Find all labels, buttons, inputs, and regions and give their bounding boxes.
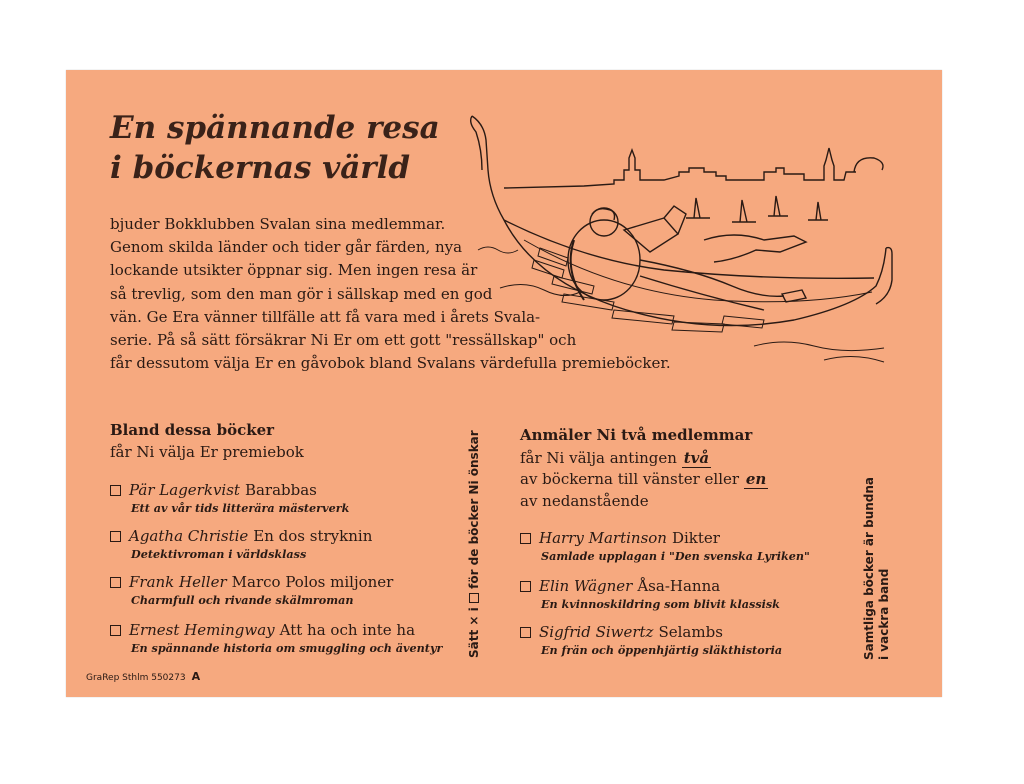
intro-line: får dessutom välja Er en gåvobok bland Svalans värdefulla premieböcker. [110,354,671,373]
right-line-1 [520,449,711,467]
book-description: Ett av vår tids litterära mästerverk [131,501,350,515]
book-author: Frank Heller [129,573,227,591]
checkbox[interactable] [110,531,121,542]
book-option[interactable] [520,576,780,612]
book-description: Detektivroman i världsklass [131,547,307,561]
book-title: En dos stryknin [253,527,373,545]
checkbox[interactable] [520,533,531,544]
checkbox[interactable] [110,485,121,496]
book-description: En spännande historia om smuggling och äventyr [131,641,443,655]
flyer-card [66,70,942,697]
book-option[interactable] [110,526,372,562]
book-author: Elin Wägner [539,577,633,595]
printer-letter: A [191,670,201,683]
title-line-1: En spännande resa [110,110,440,146]
intro-line: vän. Ge Era vänner tillfälle att få vara med i årets Svala- [110,307,541,326]
left-column-heading: Bland dessa böcker [110,421,275,439]
book-author: Agatha Christie [129,527,249,545]
checkbox[interactable] [520,581,531,592]
book-title: Barabbas [244,481,317,499]
book-option[interactable] [520,622,782,658]
book-title: Åsa-Hanna [637,577,721,595]
line-text: får Ni välja antingen [520,449,677,467]
instruction-after: för de böcker Ni önskar [467,430,481,589]
book-option[interactable] [110,480,349,516]
left-column-subheading: får Ni välja Er premiebok [110,443,304,461]
right-line-3: av nedanstående [520,492,649,510]
checkbox[interactable] [110,625,121,636]
book-option[interactable] [520,528,810,564]
book-option[interactable] [110,572,393,608]
emphasis-one: en [745,470,767,488]
checkbox-symbol [469,593,479,603]
book-author: Sigfrid Siwertz [539,623,654,641]
book-description: Samlade upplagan i "Den svenska Lyriken" [541,549,810,563]
printer-mark [86,670,200,683]
line-text: av böckerna till vänster eller [520,470,740,488]
book-author: Pär Lagerkvist [129,481,240,499]
binding-note-line: i vackra band [877,568,891,660]
checkbox[interactable] [110,577,121,588]
book-description: En kvinnoskildring som blivit klassisk [541,597,780,611]
title-line-2: i böckernas värld [110,150,411,186]
checkbox[interactable] [520,627,531,638]
gondola-reader-illustration [464,110,910,372]
vertical-instruction [467,430,482,658]
instruction-before: Sätt × i [467,607,481,658]
flyer-title [110,108,440,188]
book-title: Selambs [658,623,723,641]
book-description: En frän och öppenhjärtig släkthistoria [541,643,783,657]
intro-line: bjuder Bokklubben Svalan sina medlemmar. [110,215,446,233]
binding-note [862,477,892,660]
book-author: Harry Martinson [539,529,667,547]
intro-line: lockande utsikter öppnar sig. Men ingen resa är [110,261,478,280]
intro-line: så trevlig, som den man gör i sällskap med en god [110,284,493,303]
printer-code: GraRep Sthlm 550273 [86,673,186,683]
book-description: Charmfull och rivande skälmroman [131,593,354,607]
intro-line: serie. På så sätt försäkrar Ni Er om ett gott "ressällskap" och [110,331,577,350]
book-title: Att ha och inte ha [279,621,416,639]
book-title: Marco Polos miljoner [231,573,394,591]
book-option[interactable] [110,620,442,656]
book-title: Dikter [671,529,720,547]
intro-line: Genom skilda länder och tider går färden, nya [110,238,463,257]
book-author: Ernest Hemingway [129,621,275,639]
right-line-2 [520,470,768,488]
emphasis-two: två [683,449,710,467]
binding-note-line: Samtliga böcker är bundna [862,476,876,660]
right-column-heading: Anmäler Ni två medlemmar [520,426,753,444]
